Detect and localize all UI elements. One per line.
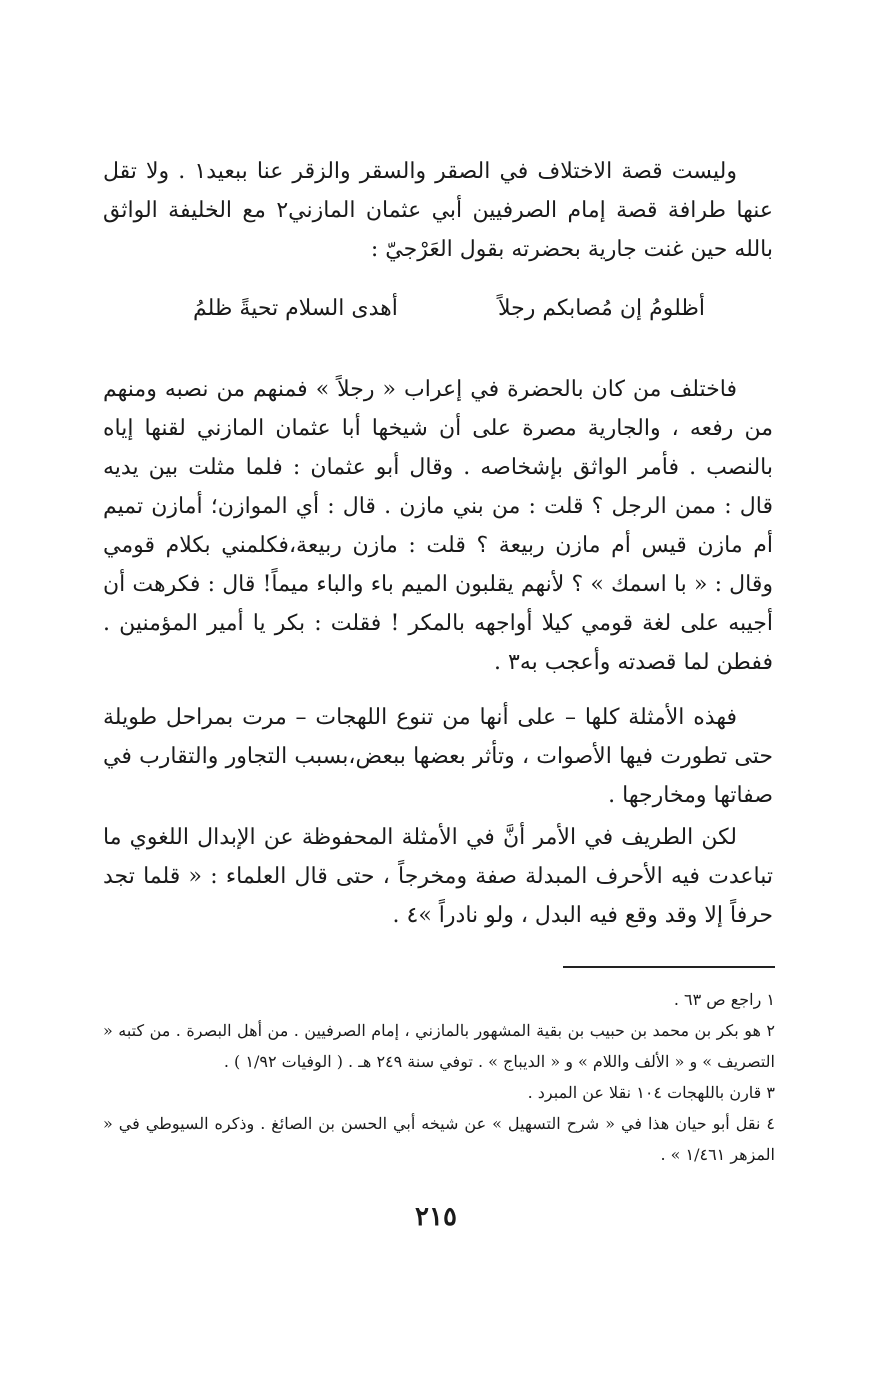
verse-second-hemistich: أهدى السلام تحيةً ظلمُ	[193, 296, 398, 321]
page-number: ٢١٥	[415, 1202, 457, 1232]
paragraph-3-text: فهذه الأمثلة كلها – على أنها من تنوع اللهجات – مرت بمراحل طويلة حتى تطورت فيها الأصوات ، وتأثر بعضها ببعض،بسبب التجاور والتقارب في صفاتها ومخارجها .	[103, 705, 773, 808]
footnote-4: ٤ نقل أبو حيان هذا في « شرح التسهيل » عن شيخه أبي الحسن بن الصائغ . وذكره السيوطي في « المزهر ١/٤٦١ » .	[103, 1114, 775, 1164]
footnote-3: ٣ قارن باللهجات ١٠٤ نقلا عن المبرد .	[527, 1083, 775, 1102]
footnote-separator	[563, 966, 775, 968]
paragraph-dialects	[103, 698, 773, 815]
paragraph-intro	[103, 152, 773, 269]
paragraph-1-text: وليست قصة الاختلاف في الصقر والسقر والزقر عنا ببعيد١ . ولا تقل عنها طرافة قصة إمام الصرفيين أبي عثمان المازني٢ مع الخليفة الواثق بالله حين غنت جارية بحضرته بقول العَرْجيّ :	[103, 159, 773, 262]
verse-first-hemistich: أظلومُ إن مُصابكم رجلاً	[498, 296, 705, 321]
paragraph-anecdote	[103, 370, 773, 682]
paragraph-substitution	[103, 818, 773, 935]
footnote-2: ٢ هو بكر بن محمد بن حبيب بن بقية المشهور بالمازني ، إمام الصرفيين . من أهل البصرة . من كتبه « التصريف » و « الألف واللام » و « الديباج » . توفي سنة ٢٤٩ هـ . ( الوفيات ١/٩٢ ) .	[103, 1021, 775, 1071]
poetry-verse	[103, 296, 773, 336]
footnote-1: ١ راجع ص ٦٣ .	[673, 990, 775, 1009]
paragraph-4-text: لكن الطريف في الأمر أنَّ في الأمثلة المحفوظة عن الإبدال اللغوي ما تباعدت فيه الأحرف المبدلة صفة ومخرجاً ، حتى قال العلماء : « قلما تجد حرفاً إلا وقد وقع فيه البدل ، ولو نادراً »٤ .	[103, 825, 773, 928]
footnotes	[103, 984, 775, 1170]
paragraph-2-text: فاختلف من كان بالحضرة في إعراب « رجلاً » فمنهم من نصبه ومنهم من رفعه ، والجارية مصرة على أن شيخها أبا عثمان المازني لقنها إياه بالنصب . فأمر الواثق بإشخاصه . وقال أبو عثمان : فلما مثلت بين يديه قال : ممن الرجل ؟ قلت : من بني مازن . قال : أي الموازن؛ أمازن تميم أم مازن قيس أم مازن ربيعة ؟ قلت : مازن ربيعة،فكلمني بكلام قومي وقال : « با اسمك » ؟ لأنهم يقلبون الميم باء والباء ميماً! قال : فكرهت أن أجيبه على لغة قومي كيلا أواجهه بالمكر ! فقلت : بكر يا أمير المؤمنين . ففطن لما قصدته وأعجب به٣ .	[103, 377, 773, 675]
